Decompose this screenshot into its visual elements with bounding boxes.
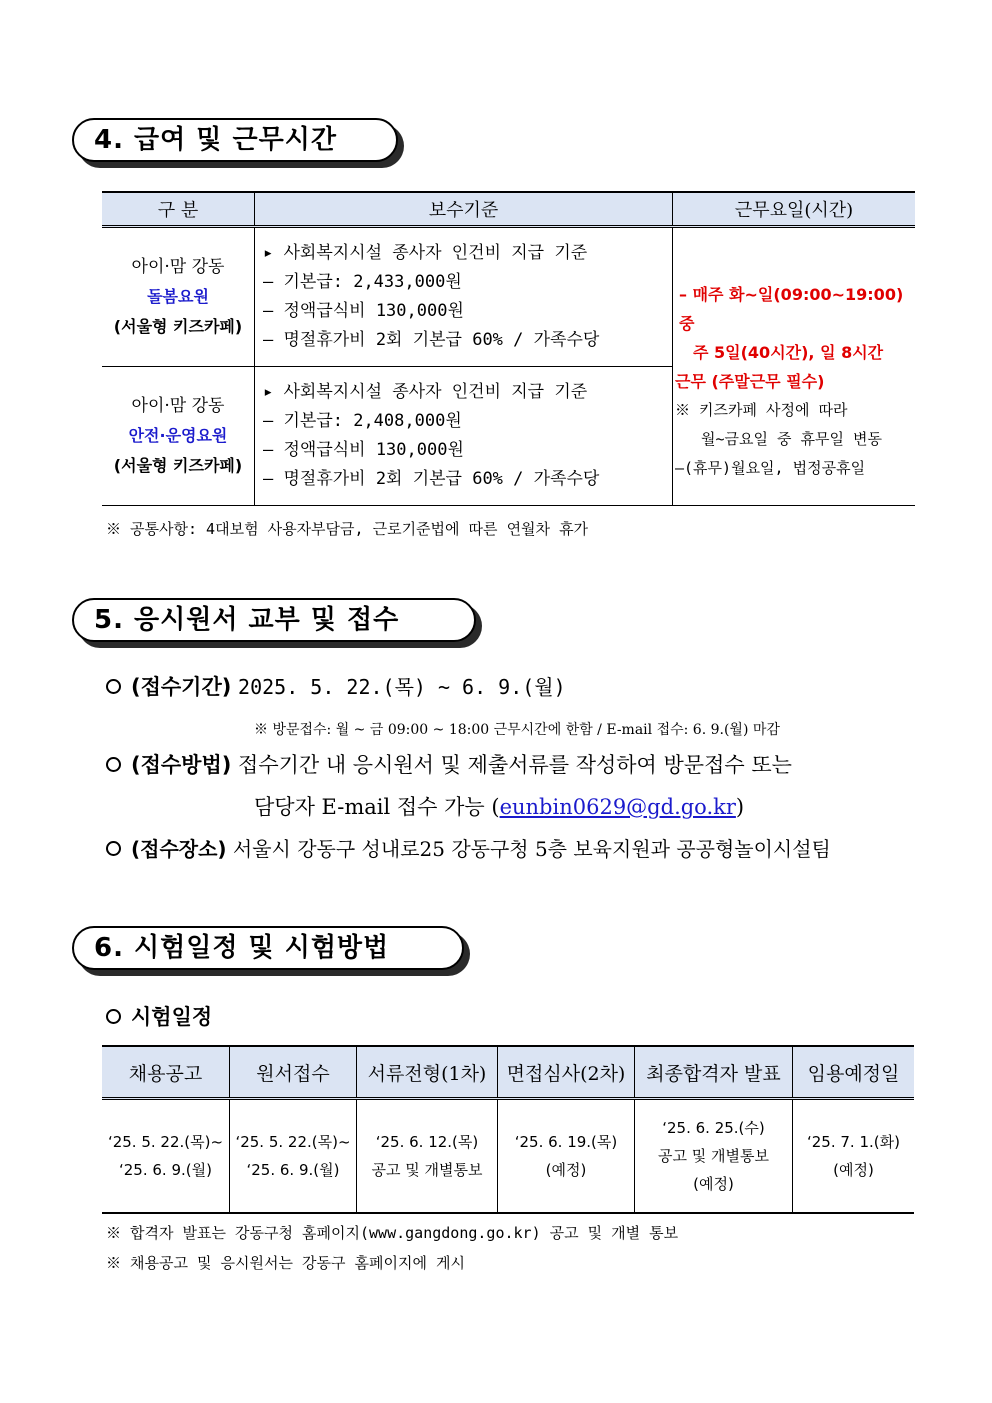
schedule-date: ‘25. 5. 22.(목)~: [107, 1133, 224, 1151]
work-note: ※ 키즈카페 사정에 따라: [675, 401, 848, 419]
salary-table: [102, 191, 915, 506]
schedule-header: 서류전형(1차): [357, 1046, 498, 1099]
schedule-note: 공고 및 개별통보: [371, 1161, 483, 1179]
section-6-heading: [72, 926, 464, 970]
category-cell: [102, 227, 255, 367]
schedule-subheading: [106, 1002, 212, 1032]
category-type: (서울형 키즈카페): [113, 317, 243, 336]
schedule-cell: [635, 1099, 793, 1214]
schedule-header: 면접심사(2차): [498, 1046, 635, 1099]
section-6-title: 6. 시험일정 및 시험방법: [72, 926, 464, 970]
period-line: [106, 672, 566, 702]
pay-line: ▸ 사회복지시설 종사자 인건비 지급 기준: [263, 243, 588, 263]
method-label: (접수방법): [131, 753, 232, 777]
method-line: [106, 750, 792, 780]
method-value: 담당자 E-mail 접수 가능 (: [254, 795, 500, 819]
schedule-date: ‘25. 6. 25.(수): [662, 1119, 765, 1137]
circle-bullet-icon: [106, 757, 121, 772]
schedule-header: 채용공고: [102, 1046, 230, 1099]
schedule-header: 임용예정일: [793, 1046, 915, 1099]
work-schedule: – 매주 화~일(09:00~19:00) 중: [679, 285, 904, 333]
schedule-date: ‘25. 6. 12.(목): [375, 1133, 479, 1151]
pay-line: ▸ 사회복지시설 종사자 인건비 지급 기준: [263, 382, 588, 402]
section-5-heading: [72, 598, 476, 642]
work-cell: [673, 227, 916, 506]
email-link[interactable]: eunbin0629@gd.go.kr: [499, 795, 736, 819]
pay-cell: [255, 367, 673, 506]
schedule-cell: [102, 1099, 230, 1214]
place-value: 서울시 강동구 성내로25 강동구청 5층 보육지원과 공공형놀이시설팀: [232, 837, 831, 861]
category-role: 돌봄요원: [147, 287, 209, 306]
schedule-header: 최종합격자 발표: [635, 1046, 793, 1099]
pay-cell: [255, 227, 673, 367]
schedule-cell: [230, 1099, 357, 1214]
work-schedule: 근무 (주말근무 필수): [675, 372, 825, 391]
category-role: 안전·운영요원: [128, 426, 228, 445]
place-line: [106, 834, 831, 864]
schedule-note: (예정): [545, 1161, 587, 1179]
pay-line: – 명절휴가비 2회 기본급 60% / 가족수당: [263, 330, 600, 350]
salary-table-header: 근무요일(시간): [673, 192, 916, 227]
salary-table-header: 구 분: [102, 192, 255, 227]
circle-bullet-icon: [106, 679, 121, 694]
work-note: 월~금요일 중 휴무일 변동: [701, 430, 883, 448]
schedule-cell: [793, 1099, 915, 1214]
section-5-title: 5. 응시원서 교부 및 접수: [72, 598, 476, 642]
place-label: (접수장소): [131, 837, 227, 861]
common-note: ※ 공통사항: 4대보험 사용자부담금, 근로기준법에 따른 연월차 휴가: [106, 520, 589, 538]
section-4-title: 4. 급여 및 근무시간: [72, 118, 398, 162]
pay-line: – 정액급식비 130,000원: [263, 301, 464, 321]
schedule-note: (예정): [693, 1175, 734, 1193]
pay-line: – 기본급: 2,433,000원: [263, 272, 462, 292]
schedule-date: ‘25. 6. 9.(월): [119, 1161, 212, 1179]
schedule-date: ‘25. 6. 9.(월): [246, 1161, 340, 1179]
result-note: ※ 합격자 발표는 강동구청 홈페이지(www.gangdong.go.kr) 공고 및 개별 통보: [106, 1224, 679, 1242]
schedule-date: ‘25. 7. 1.(화): [807, 1133, 900, 1151]
method-close: ): [735, 795, 745, 819]
circle-bullet-icon: [106, 1009, 121, 1024]
schedule-label: 시험일정: [131, 1005, 213, 1029]
salary-table-header: 보수기준: [255, 192, 673, 227]
category-type: (서울형 키즈카페): [113, 456, 243, 475]
work-schedule: 주 5일(40시간), 일 8시간: [693, 343, 884, 362]
schedule-table: [102, 1045, 914, 1214]
category-org: 아이·맘 강동: [131, 257, 225, 277]
method-value: 접수기간 내 응시원서 및 제출서류를 작성하여 방문접수 또는: [238, 753, 792, 777]
pay-line: – 정액급식비 130,000원: [263, 440, 464, 460]
work-note: –(휴무)월요일, 법정공휴일: [675, 459, 866, 477]
category-cell: [102, 367, 255, 506]
section-4-heading: [72, 118, 398, 162]
circle-bullet-icon: [106, 841, 121, 856]
pay-line: – 기본급: 2,408,000원: [263, 411, 462, 431]
schedule-header: 원서접수: [230, 1046, 357, 1099]
category-org: 아이·맘 강동: [131, 396, 225, 416]
schedule-note: 공고 및 개별통보: [658, 1147, 769, 1165]
pay-line: – 명절휴가비 2회 기본급 60% / 가족수당: [263, 469, 600, 489]
schedule-note: (예정): [833, 1161, 874, 1179]
period-value: 2025. 5. 22.(목) ~ 6. 9.(월): [238, 675, 566, 699]
method-line-2: [254, 792, 744, 822]
posting-note: ※ 채용공고 및 응시원서는 강동구 홈페이지에 게시: [106, 1254, 465, 1272]
schedule-cell: [498, 1099, 635, 1214]
schedule-cell: [357, 1099, 498, 1214]
schedule-date: ‘25. 6. 19.(목): [514, 1133, 618, 1151]
period-note: ※ 방문접수: 월 ~ 금 09:00 ~ 18:00 근무시간에 한함 / E-mail 접수: 6. 9.(월) 마감: [254, 722, 780, 738]
period-label: (접수기간): [131, 675, 232, 699]
schedule-date: ‘25. 5. 22.(목)~: [235, 1133, 351, 1151]
